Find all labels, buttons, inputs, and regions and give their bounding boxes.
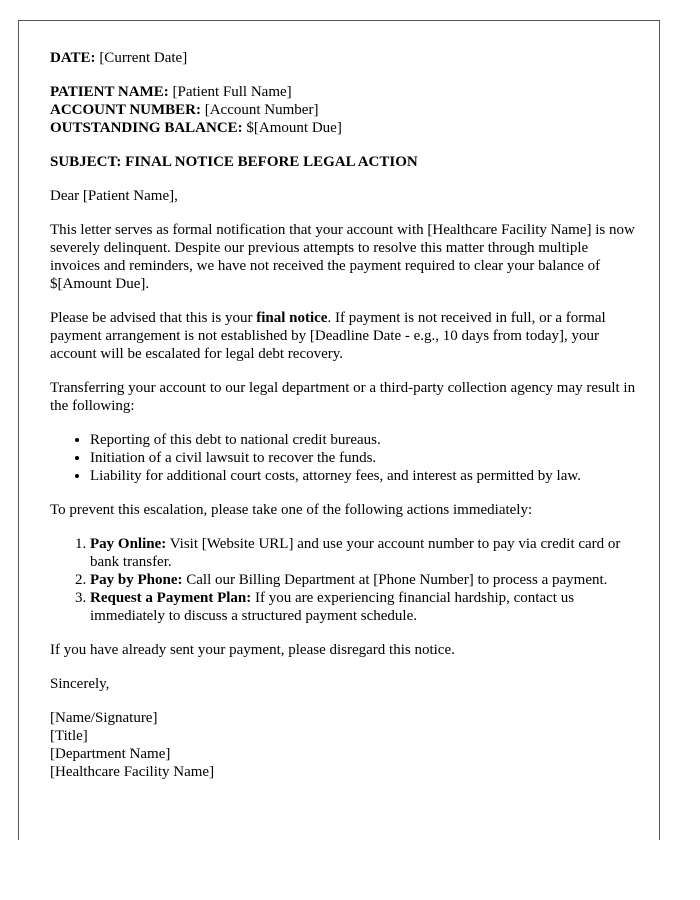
- patient-info: [50, 83, 640, 137]
- signature-facility: [Healthcare Facility Name]: [50, 764, 215, 780]
- paragraph-actions-intro: To prevent this escalation, please take one of the following actions immediately:: [50, 502, 533, 518]
- outstanding-balance-value: $[Amount Due]: [246, 120, 342, 136]
- signature-department: [Department Name]: [50, 746, 171, 762]
- list-item: [90, 535, 640, 571]
- patient-name-value: [Patient Full Name]: [172, 84, 292, 100]
- list-item: • Liability for additional court costs, attorney fees, and interest as permitted by law.: [90, 467, 640, 485]
- signature-name: [Name/Signature]: [50, 710, 158, 726]
- list-item: • Initiation of a civil lawsuit to recover the funds.: [90, 449, 640, 467]
- outstanding-balance-line: [50, 119, 640, 137]
- action-text: If you are experiencing financial hardship, contact us immediately to discuss a structured payment schedule.: [90, 590, 575, 624]
- paragraph-delinquency: This letter serves as formal notification that your account with [Healthcare Facility Name] is now severely delinquent. Despite our previous attempts to resolve this matter through multiple invoices and reminders, we have not received the payment required to clear your balance of $[Amount Due].: [50, 222, 635, 292]
- list-item: [90, 571, 640, 589]
- list-item: • Reporting of this debt to national credit bureaus.: [90, 431, 640, 449]
- outstanding-balance-label: OUTSTANDING BALANCE:: [50, 120, 243, 136]
- account-number-value: [Account Number]: [204, 102, 319, 118]
- closing: Sincerely,: [50, 676, 110, 692]
- letter-content: [50, 49, 640, 781]
- account-number-label: ACCOUNT NUMBER:: [50, 102, 201, 118]
- consequences-list: [50, 431, 640, 485]
- paragraph-disregard: If you have already sent your payment, please disregard this notice.: [50, 642, 455, 658]
- action-label: Request a Payment Plan:: [90, 590, 252, 606]
- signature-block: [50, 709, 640, 781]
- patient-name-line: [50, 83, 640, 101]
- salutation: Dear [Patient Name],: [50, 188, 178, 204]
- action-label: Pay Online:: [90, 536, 167, 552]
- patient-name-label: PATIENT NAME:: [50, 84, 169, 100]
- subject-line: SUBJECT: FINAL NOTICE BEFORE LEGAL ACTION: [50, 154, 418, 170]
- list-item: [90, 589, 640, 625]
- paragraph-final-notice: [50, 309, 640, 363]
- paragraph-consequences-intro: Transferring your account to our legal department or a third-party collection agency may result in the following:: [50, 380, 636, 414]
- final-notice-bold: final notice: [256, 310, 328, 326]
- account-number-line: [50, 101, 640, 119]
- date-label: DATE:: [50, 50, 96, 66]
- action-label: Pay by Phone:: [90, 572, 183, 588]
- final-notice-before: Please be advised that this is your: [50, 310, 257, 326]
- signature-title: [Title]: [50, 728, 88, 744]
- action-text: Visit [Website URL] and use your account number to pay via credit card or bank transfer.: [90, 536, 621, 570]
- action-text: Call our Billing Department at [Phone Number] to process a payment.: [182, 572, 608, 588]
- final-notice-after: . If payment is not received in full, or a formal payment arrangement is not established by [Deadline Date - e.g., 10 days from today], your account will be escalated for legal debt recovery.: [50, 310, 606, 362]
- date-value: [Current Date]: [99, 50, 188, 66]
- letter-page: [18, 20, 660, 840]
- actions-list: [50, 535, 640, 625]
- date-line: [50, 49, 640, 67]
